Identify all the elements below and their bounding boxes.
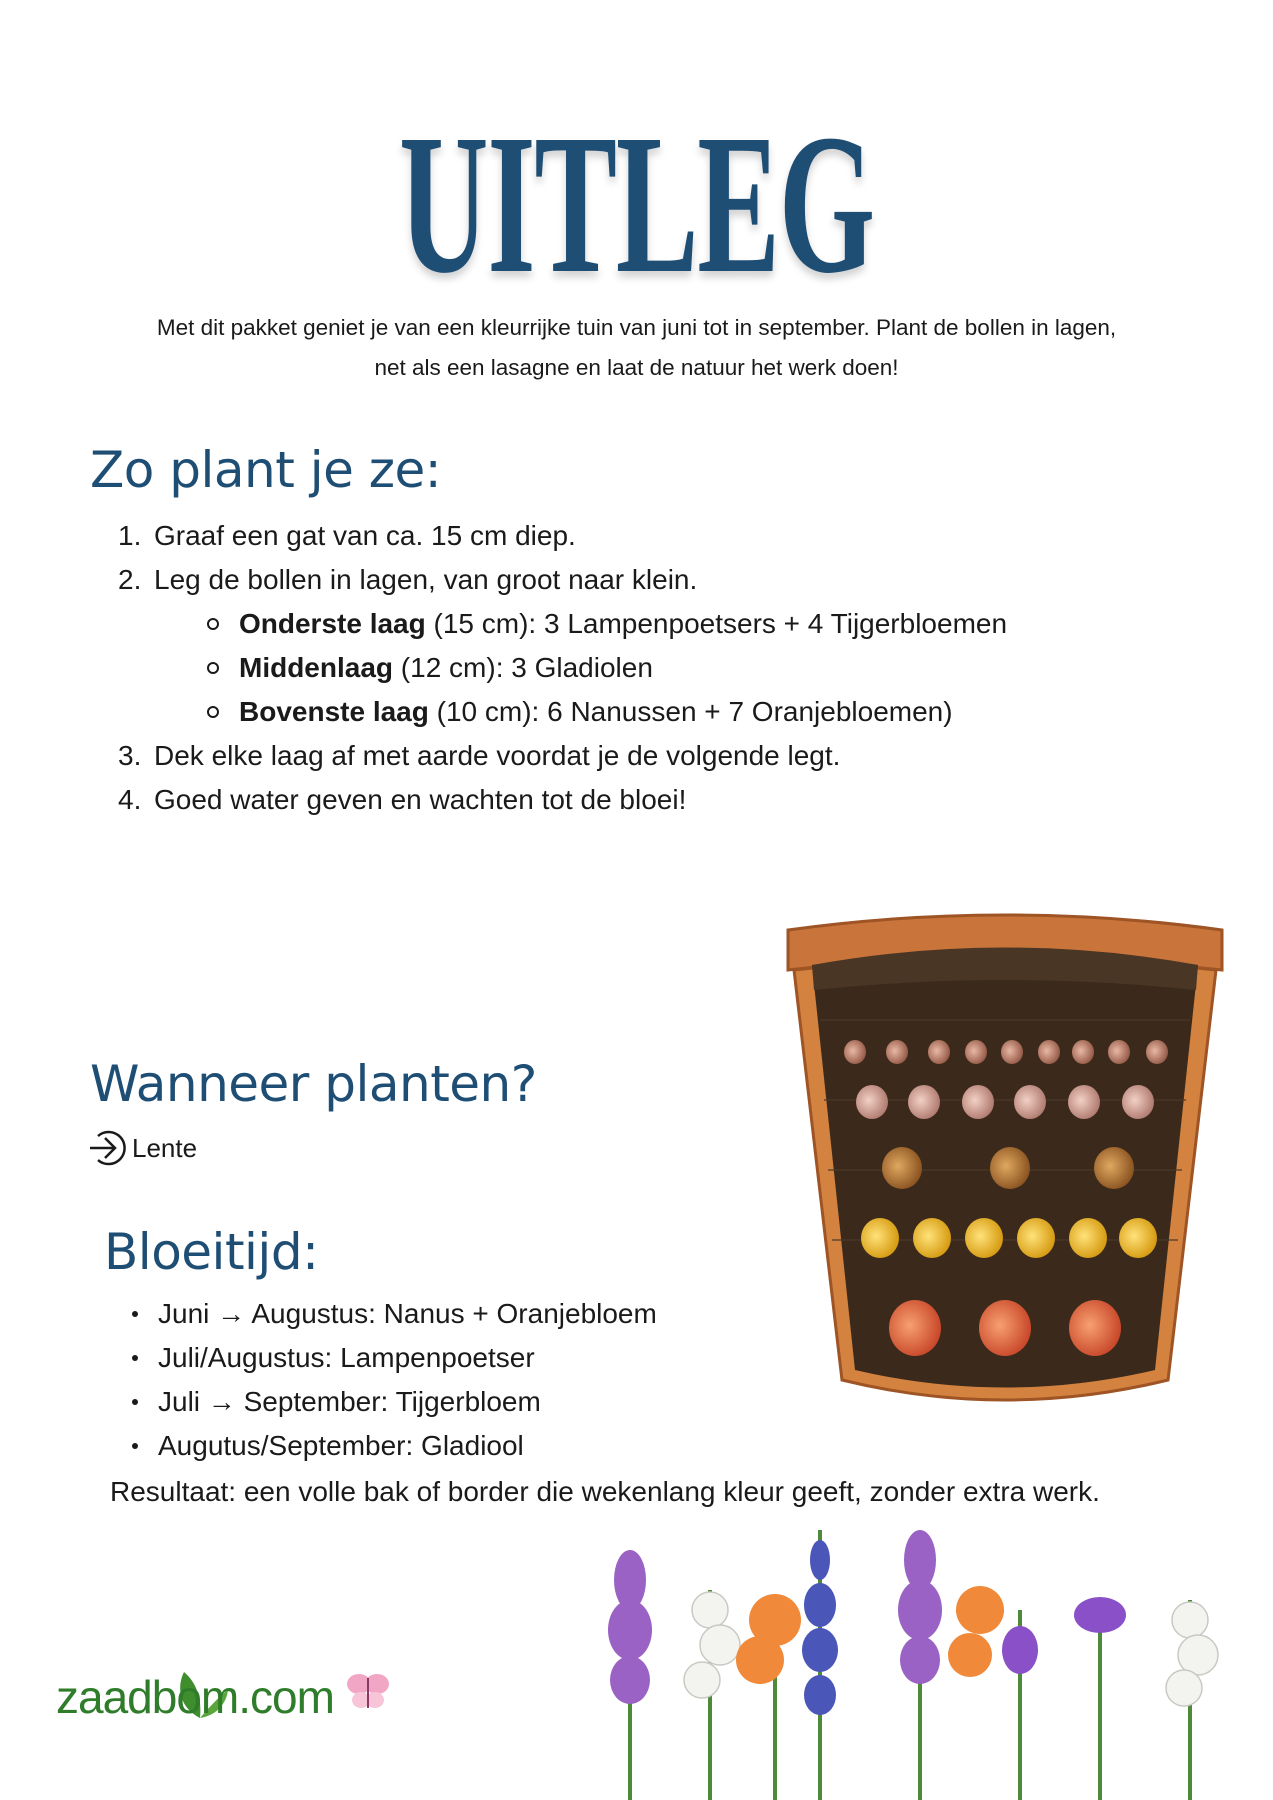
bloom-list: [132, 1292, 657, 1468]
iris-flower-icon: [1002, 1597, 1126, 1674]
planting-steps: [118, 514, 1118, 822]
page-title: UITLEG: [399, 94, 874, 315]
list-item: Juli → September: Tijgerbloem: [132, 1380, 657, 1424]
flowers-illustration: [570, 1520, 1260, 1800]
list-item: Juni → Augustus: Nanus + Oranjebloem: [132, 1292, 657, 1336]
intro-line-1: Met dit pakket geniet je van een kleurrijke tuin van juni tot in september. Plant de bollen in lagen,: [156, 315, 1117, 340]
result-text: Resultaat: een volle bak of border die wekenlang kleur geeft, zonder extra werk.: [110, 1476, 1100, 1507]
hollow-bullet-icon: [207, 618, 219, 630]
orange-flower-icon: [736, 1586, 1004, 1684]
hollow-bullet-icon: [207, 662, 219, 674]
hollow-bullet-icon: [207, 706, 219, 718]
list-item: Augutus/September: Gladiool: [132, 1424, 657, 1468]
planting-heading: Zo plant je ze:: [90, 441, 442, 499]
brand-logo: zaadbom.com: [56, 1671, 334, 1723]
list-item: Juli/Augustus: Lampenpoetser: [132, 1336, 657, 1380]
step-3: 3. Dek elke laag af met aarde voordat je de volgende legt.: [118, 740, 841, 771]
pot-illustration: [780, 910, 1230, 1420]
bloom-heading: Bloeitijd:: [104, 1223, 319, 1281]
bulbs-row-1: [844, 1040, 1168, 1064]
layer-middle: Middenlaag (12 cm): 3 Gladiolen: [118, 646, 1118, 690]
bulbs-row-5: [889, 1300, 1121, 1356]
arrow-circle-icon: [88, 1128, 130, 1168]
when-heading: Wanneer planten?: [90, 1055, 537, 1113]
step-4: 4. Goed water geven en wachten tot de bloei!: [118, 784, 687, 815]
layer-bottom: Onderste laag (15 cm): 3 Lampenpoetsers + 4 Tijgerbloemen: [118, 602, 1118, 646]
butterfly-icon: [345, 1670, 391, 1712]
layer-top: Bovenste laag (10 cm): 6 Nanussen + 7 Oranjebloemen): [118, 690, 1118, 734]
step-2: 2. Leg de bollen in lagen, van groot naar klein.: [118, 564, 698, 595]
intro-line-2: net als een lasagne en laat de natuur het werk doen!: [374, 355, 899, 380]
step-1: 1. Graaf een gat van ca. 15 cm diep.: [118, 520, 576, 551]
when-value: Lente: [88, 1128, 197, 1168]
intro-text: [40, 308, 1233, 388]
